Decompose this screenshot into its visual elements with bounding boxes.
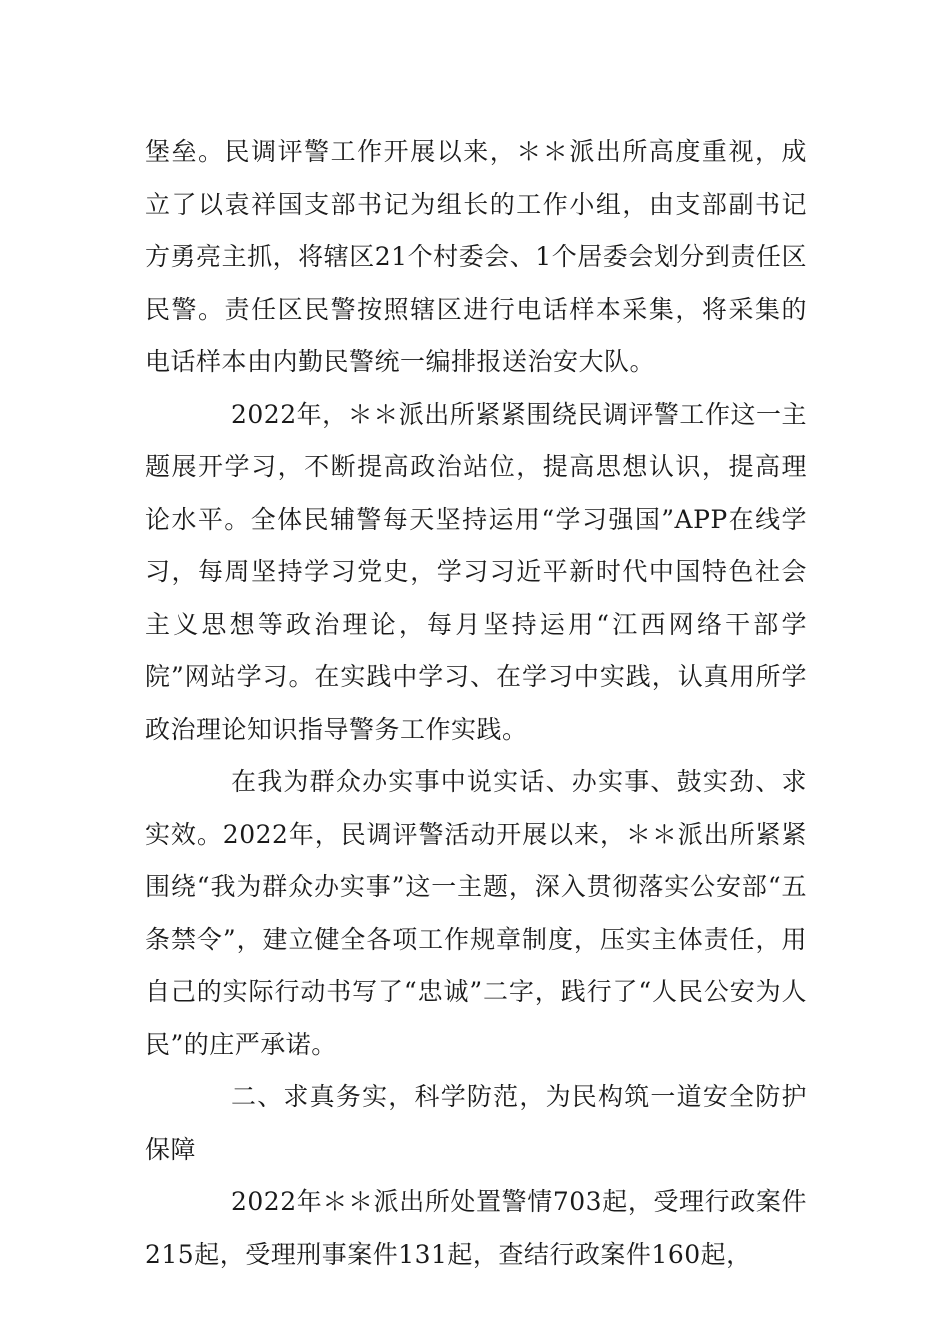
paragraph-statistics: 2022年＊＊派出所处置警情703起，受理行政案件215起，受理刑事案件131起，查结行政案件160起， <box>145 1187 807 1269</box>
document-body <box>145 126 807 1281</box>
section-heading-two: 二、求真务实，科学防范，为民构筑一道安全防护保障 <box>145 1082 807 1164</box>
paragraph-continuation: 堡垒。民调评警工作开展以来，＊＊派出所高度重视，成立了以袁祥国支部书记为组长的工作小组，由支部副书记方勇亮主抓，将辖区21个村委会、1个居委会划分到责任区民警。责任区民警按照辖区进行电话样本采集，将采集的电话样本由内勤民警统一编排报送治安大队。 <box>145 137 807 376</box>
paragraph-practical-work: 在我为群众办实事中说实话、办实事、鼓实劲、求实效。2022年，民调评警活动开展以来，＊＊派出所紧紧围绕“我为群众办实事”这一主题，深入贯彻落实公安部“五条禁令”，建立健全各项工作规章制度，压实主体责任，用自己的实际行动书写了“忠诚”二字，践行了“人民公安为人民”的庄严承诺。 <box>145 767 807 1059</box>
paragraph-study: 2022年，＊＊派出所紧紧围绕民调评警工作这一主题展开学习，不断提高政治站位，提高思想认识，提高理论水平。全体民辅警每天坚持运用“学习强国”APP在线学习，每周坚持学习党史，学习习近平新时代中国特色社会主义思想等政治理论，每月坚持运用“江西网络干部学院”网站学习。在实践中学习、在学习中实践，认真用所学政治理论知识指导警务工作实践。 <box>145 399 807 744</box>
